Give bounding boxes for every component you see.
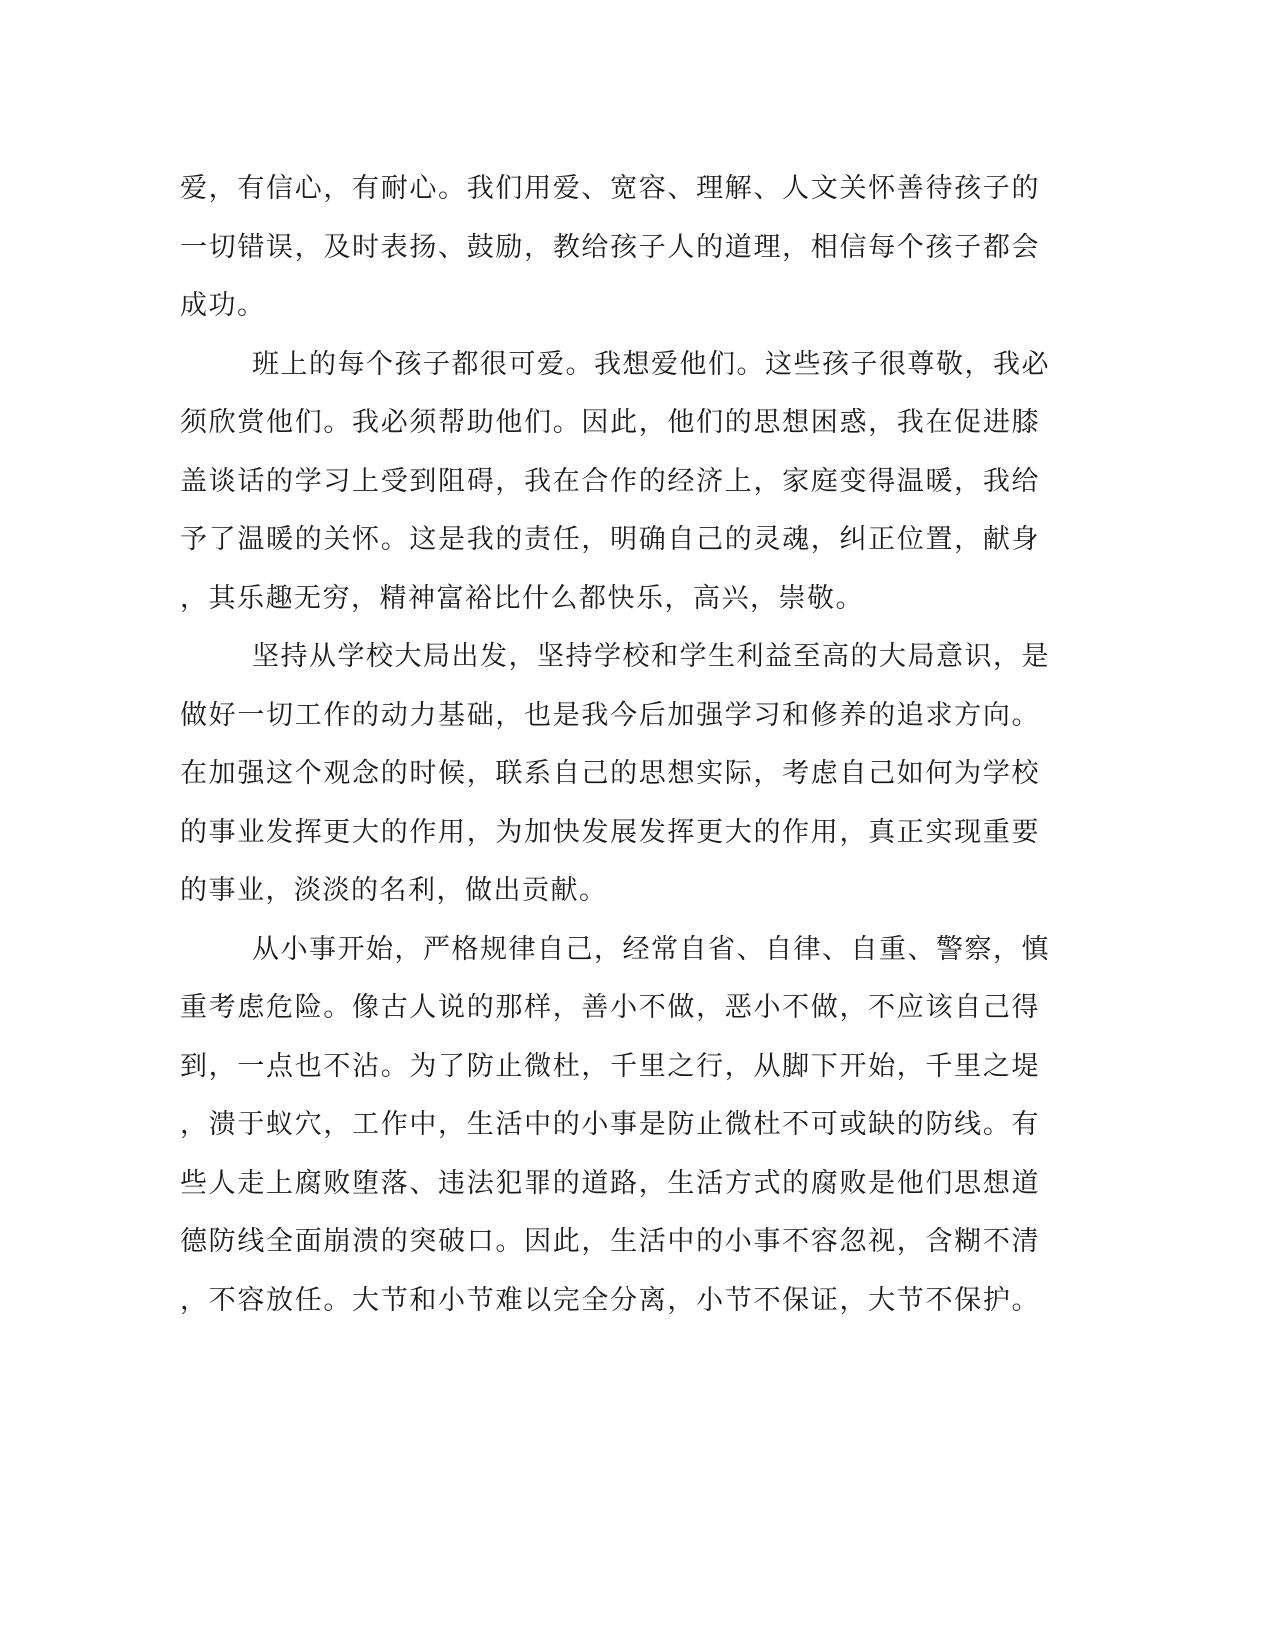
paragraph-4 (180, 921, 1050, 1331)
text-line: 到，一点也不沾。为了防止微杜，千里之行，从脚下开始，千里之堤 (180, 1050, 1040, 1082)
text-line: 须欣赏他们。我必须帮助他们。因此，他们的思想困惑，我在促进膝 (180, 407, 1040, 438)
text-line: 些人走上腐败堕落、违法犯罪的道路，生活方式的腐败是他们思想道 (180, 1167, 1040, 1199)
text-line: 德防线全面崩溃的突破口。因此，生活中的小事不容忽视，含糊不清 (180, 1226, 1040, 1257)
document-body (180, 160, 1050, 1330)
text-line: ，溃于蚁穴，工作中，生活中的小事是防止微杜不可或缺的防线。有 (180, 1109, 1040, 1140)
text-line: 爱，有信心，有耐心。我们用爱、宽容、理解、人文关怀善待孩子的 (180, 173, 1040, 204)
paragraph-1 (180, 160, 1040, 336)
text-line: 盖谈话的学习上受到阻碍，我在合作的经济上，家庭变得温暖，我给 (180, 465, 1040, 497)
text-line: 成功。 (180, 290, 266, 321)
paragraph-2 (180, 336, 1050, 629)
text-line: 一切错误，及时表扬、鼓励，教给孩子人的道理，相信每个孩子都会 (180, 231, 1040, 263)
text-line: 予了温暖的关怀。这是我的责任，明确自己的灵魂，纠正位置，献身 (180, 524, 1040, 555)
text-line: 重考虑危险。像古人说的那样，善小不做，恶小不做，不应该自己得 (180, 992, 1040, 1023)
text-line: ，其乐趣无穷，精神富裕比什么都快乐，高兴，崇敬。 (180, 582, 864, 614)
text-line: 班上的每个孩子都很可爱。我想爱他们。这些孩子很尊敬，我必 (252, 348, 1050, 380)
paragraph-3 (180, 628, 1050, 921)
text-line: 的事业，淡淡的名利，做出贡献。 (180, 875, 608, 906)
text-line: 的事业发挥更大的作用，为加快发展发挥更大的作用，真正实现重要 (180, 816, 1040, 848)
text-line: 坚持从学校大局出发，坚持学校和学生利益至高的大局意识，是 (252, 641, 1050, 672)
text-line: 做好一切工作的动力基础，也是我今后加强学习和修养的追求方向。 (180, 699, 1040, 731)
text-line: 从小事开始，严格规律自己，经常自省、自律、自重、警察，慎 (252, 933, 1050, 965)
text-line: 在加强这个观念的时候，联系自己的思想实际，考虑自己如何为学校 (180, 758, 1040, 789)
text-line: ，不容放任。大节和小节难以完全分离，小节不保证，大节不保护。 (180, 1284, 1040, 1316)
